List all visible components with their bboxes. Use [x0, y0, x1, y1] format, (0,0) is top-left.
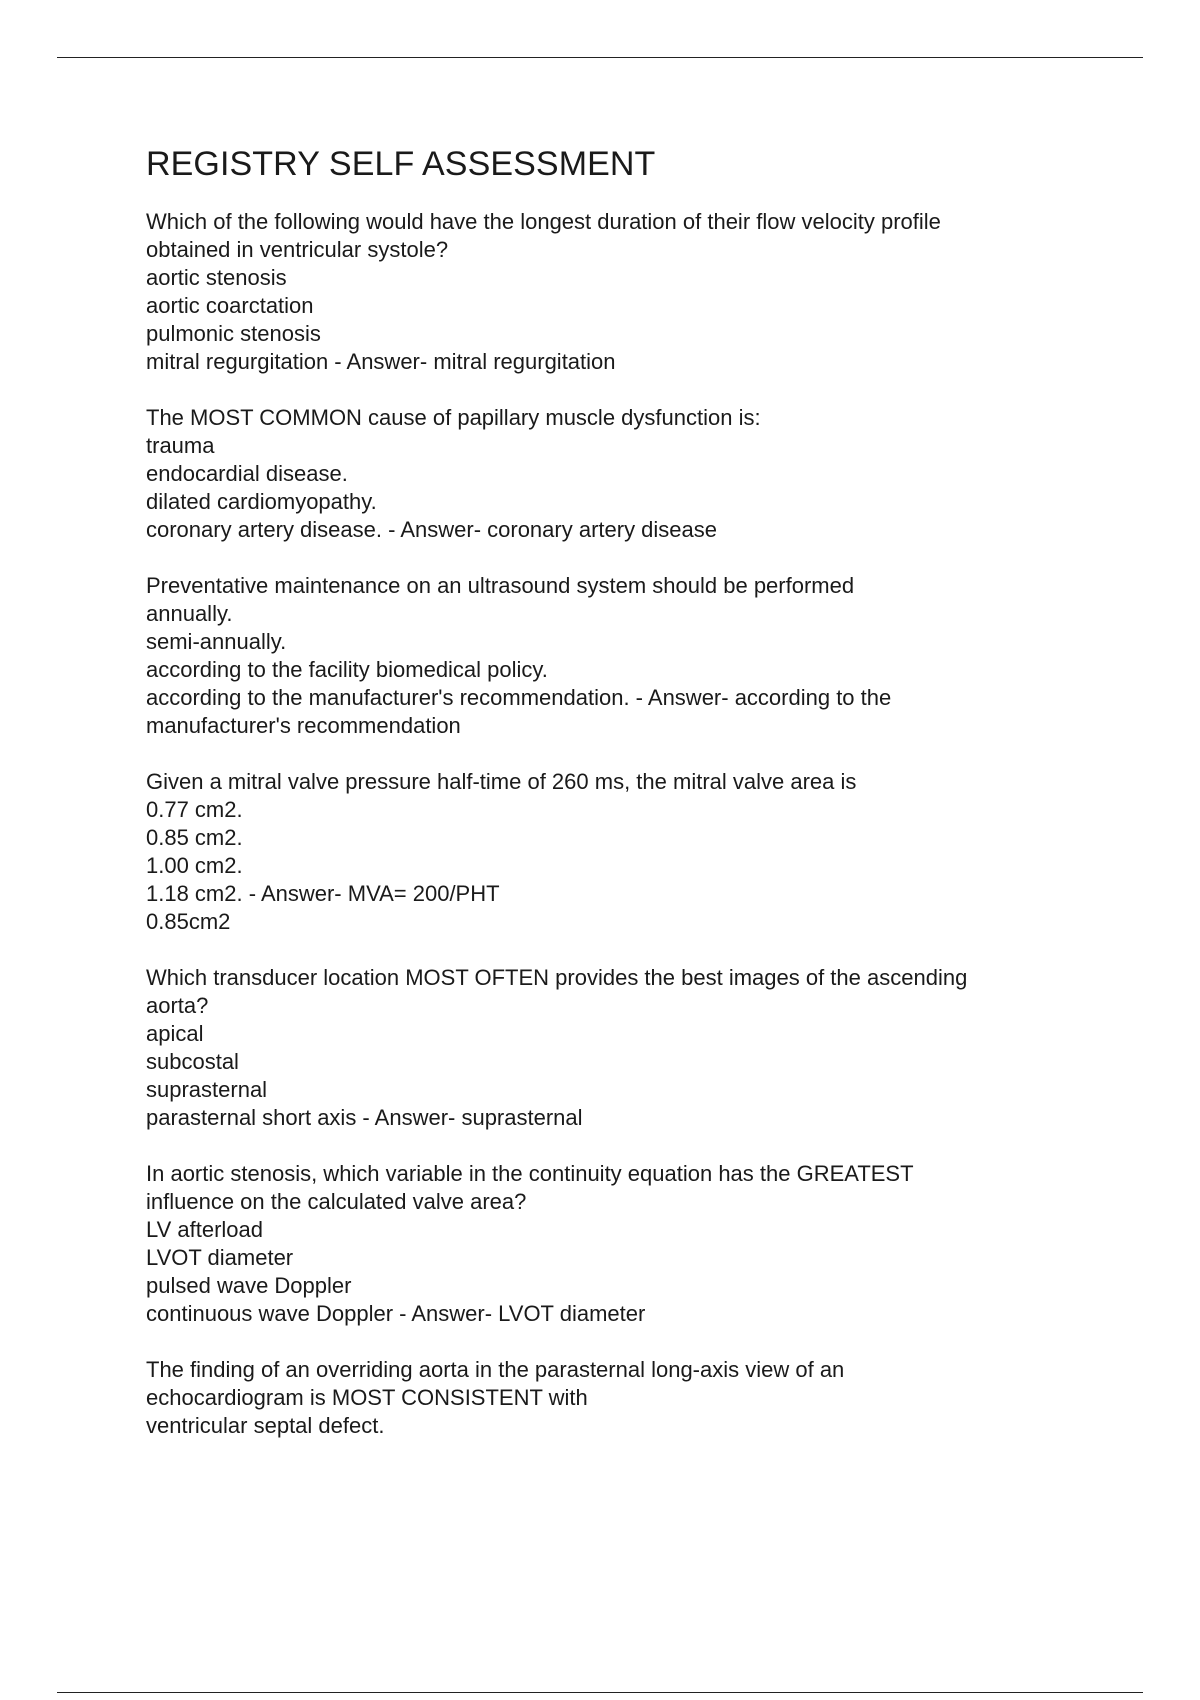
question-line: influence on the calculated valve area? — [146, 1189, 527, 1214]
question-block-6 — [146, 1160, 1086, 1328]
option-line: suprasternal — [146, 1077, 268, 1102]
option-line: pulmonic stenosis — [146, 321, 321, 346]
answer-line: continuous wave Doppler - Answer- LVOT diameter — [146, 1301, 646, 1326]
question-line: aorta? — [146, 993, 209, 1018]
option-line: 0.77 cm2. — [146, 797, 243, 822]
document-body — [146, 142, 1086, 1468]
question-line: In aortic stenosis, which variable in the continuity equation has the GREATEST — [146, 1161, 914, 1186]
option-line: 1.00 cm2. — [146, 853, 243, 878]
option-line: aortic coarctation — [146, 293, 314, 318]
top-rule — [57, 57, 1143, 58]
option-line: annually. — [146, 601, 233, 626]
option-line: according to the facility biomedical policy. — [146, 657, 548, 682]
answer-line: parasternal short axis - Answer- suprasternal — [146, 1105, 583, 1130]
question-line: obtained in ventricular systole? — [146, 237, 449, 262]
bottom-rule — [57, 1692, 1143, 1693]
answer-line: mitral regurgitation - Answer- mitral regurgitation — [146, 349, 616, 374]
option-line: LVOT diameter — [146, 1245, 294, 1270]
answer-line: coronary artery disease. - Answer- coronary artery disease — [146, 517, 718, 542]
question-line: echocardiogram is MOST CONSISTENT with — [146, 1385, 588, 1410]
question-block-3 — [146, 572, 1086, 740]
option-line: dilated cardiomyopathy. — [146, 489, 377, 514]
option-line: pulsed wave Doppler — [146, 1273, 352, 1298]
option-line: semi-annually. — [146, 629, 287, 654]
question-block-5 — [146, 964, 1086, 1132]
answer-line: 1.18 cm2. - Answer- MVA= 200/PHT — [146, 881, 500, 906]
option-line: endocardial disease. — [146, 461, 348, 486]
question-line: Which transducer location MOST OFTEN provides the best images of the ascending — [146, 965, 968, 990]
option-line: apical — [146, 1021, 204, 1046]
question-line: Which of the following would have the longest duration of their flow velocity profile — [146, 209, 941, 234]
option-line: trauma — [146, 433, 215, 458]
answer-line: according to the manufacturer's recommendation. - Answer- according to the — [146, 685, 892, 710]
answer-line: 0.85cm2 — [146, 909, 231, 934]
question-line: The MOST COMMON cause of papillary muscle dysfunction is: — [146, 405, 761, 430]
question-line: Preventative maintenance on an ultrasound system should be performed — [146, 573, 855, 598]
question-line: The finding of an overriding aorta in the parasternal long-axis view of an — [146, 1357, 845, 1382]
question-block-7 — [146, 1356, 1086, 1440]
question-line: Given a mitral valve pressure half-time of 260 ms, the mitral valve area is — [146, 769, 857, 794]
option-line: LV afterload — [146, 1217, 264, 1242]
page-title: REGISTRY SELF ASSESSMENT — [146, 145, 656, 183]
question-block-1 — [146, 208, 1086, 376]
option-line: subcostal — [146, 1049, 239, 1074]
option-line: ventricular septal defect. — [146, 1413, 385, 1438]
answer-line: manufacturer's recommendation — [146, 713, 461, 738]
question-block-4 — [146, 768, 1086, 936]
question-block-2 — [146, 404, 1086, 544]
option-line: aortic stenosis — [146, 265, 287, 290]
option-line: 0.85 cm2. — [146, 825, 243, 850]
